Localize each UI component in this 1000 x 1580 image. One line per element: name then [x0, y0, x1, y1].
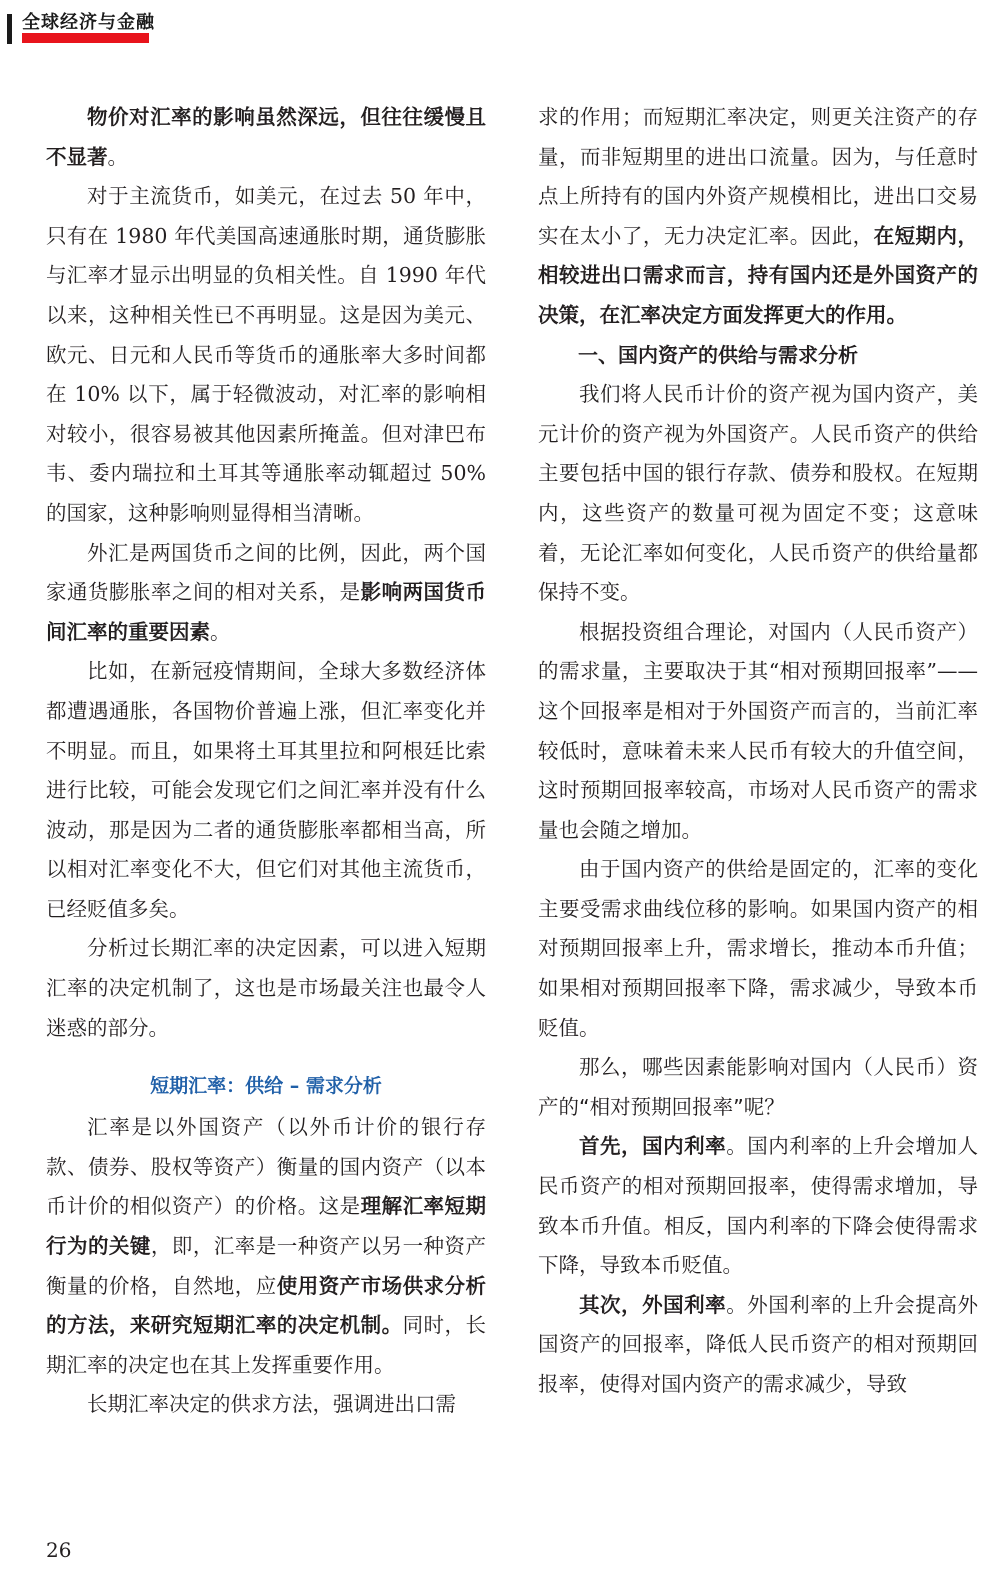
emphasis-text: 物价对汇率的影响虽然深远，但往往缓慢且不显著	[46, 105, 486, 169]
paragraph: 对于主流货币，如美元，在过去 50 年中，只有在 1980 年代美国高速通胀时期，通货膨胀与汇率才显示出明显的负相关性。自 1990 年代以来，这种相关性已不再明显。这是因为美元、欧元、日元和人民币等货币的通胀率大多时间都在 10% 以下，属于轻微波动，对汇率的影响相对较小，很容易被其他因素所掩盖。但对津巴布韦、委内瑞拉和土耳其等通胀率动辄超过 50% 的国家，这种影响则显得相当清晰。	[46, 184, 486, 525]
body-text: 同时，长期汇率的决定也在其上发挥重要作用。	[46, 1313, 487, 1377]
emphasis-text: 使用资产市场供求分析的方法，来研究短期汇率的决定机制。	[46, 1273, 487, 1338]
paragraph	[538, 1127, 978, 1285]
emphasis-text: 在短期内，相较进出口需求而言，持有国内还是外国资产的决策，在汇率决定方面发挥更大的作用。	[538, 223, 979, 327]
paragraph: 长期汇率决定的供求方法，强调进出口需	[87, 1392, 456, 1417]
emphasis-text: 首先，国内利率	[579, 1134, 727, 1159]
paragraph: 那么，哪些因素能影响对国内（人民币）资产的“相对预期回报率”呢？	[538, 1055, 978, 1119]
right-column	[538, 98, 978, 1405]
body-text: 外汇是两国货币之间的比例，因此，两个国家通货膨胀率之间的相对关系，是	[46, 540, 486, 605]
paragraph	[46, 98, 486, 177]
body-text: ，即，汇率是一种资产以另一种资产衡量的价格，自然地，应	[46, 1234, 486, 1298]
body-text: 。	[107, 144, 128, 169]
paragraph	[538, 98, 978, 336]
header-section-title: 全球经济与金融	[22, 12, 155, 33]
paragraph	[538, 1286, 978, 1405]
body-text: 。	[210, 619, 231, 644]
section-heading: 短期汇率：供给 – 需求分析	[150, 1075, 382, 1098]
body-text: 求的作用；而短期汇率决定，则更关注资产的存量，而非短期里的进出口流量。因为，与任意时点上所持有的国内外资产规模相比，进出口交易实在太小了，无力决定汇率。因此，	[538, 105, 978, 248]
body-text: 汇率是以外国资产（以外币计价的银行存款、债券、股权等资产）衡量的国内资产（以本币计价的相似资产）的价格。这是	[46, 1115, 486, 1219]
header-red-underline	[22, 33, 149, 43]
paragraph: 我们将人民币计价的资产视为国内资产，美元计价的资产视为外国资产。人民币资产的供给主要包括中国的银行存款、债券和股权。在短期内，这些资产的数量可视为固定不变；这意味着，无论汇率如何变化，人民币资产的供给量都保持不变。	[538, 382, 978, 605]
left-column	[46, 98, 486, 1425]
body-text: 。国内利率的上升会增加人民币资产的相对预期回报率，使得需求增加，导致本币升值。相反，国内利率的下降会使得需求下降，导致本币贬值。	[538, 1134, 979, 1278]
paragraph	[46, 1108, 486, 1385]
emphasis-text: 理解汇率短期行为的关键	[46, 1194, 486, 1259]
page-number: 26	[46, 1538, 72, 1562]
emphasis-text: 其次，外国利率	[579, 1292, 727, 1317]
section-spacer	[46, 1048, 486, 1066]
header-marker-bar	[7, 14, 12, 44]
body-text: 。外国利率的上升会提高外国资产的回报率，降低人民币资产的相对预期回报率，使得对国内资产的需求减少，导致	[538, 1292, 979, 1396]
sub-heading: 一、国内资产的供给与需求分析	[578, 342, 858, 367]
paragraph	[46, 534, 486, 653]
paragraph: 由于国内资产的供给是固定的，汇率的变化主要受需求曲线位移的影响。如果国内资产的相对预期回报率上升，需求增长，推动本币升值；如果相对预期回报率下降，需求减少，导致本币贬值。	[538, 857, 978, 1040]
paragraph: 根据投资组合理论，对国内（人民币资产）的需求量，主要取决于其“相对预期回报率”——这个回报率是相对于外国资产而言的，当前汇率较低时，意味着未来人民币有较大的升值空间，这时预期回报率较高，市场对人民币资产的需求量也会随之增加。	[538, 619, 978, 842]
paragraph: 分析过长期汇率的决定因素，可以进入短期汇率的决定机制了，这也是市场最关注也最令人迷惑的部分。	[46, 936, 486, 1040]
paragraph: 比如，在新冠疫情期间，全球大多数经济体都遭遇通胀，各国物价普遍上涨，但汇率变化并不明显。而且，如果将土耳其里拉和阿根廷比索进行比较，可能会发现它们之间汇率并没有什么波动，那是因为二者的通货膨胀率都相当高，所以相对汇率变化不大，但它们对其他主流货币，已经贬值多矣。	[46, 659, 486, 921]
emphasis-text: 影响两国货币间汇率的重要因素	[46, 580, 486, 644]
